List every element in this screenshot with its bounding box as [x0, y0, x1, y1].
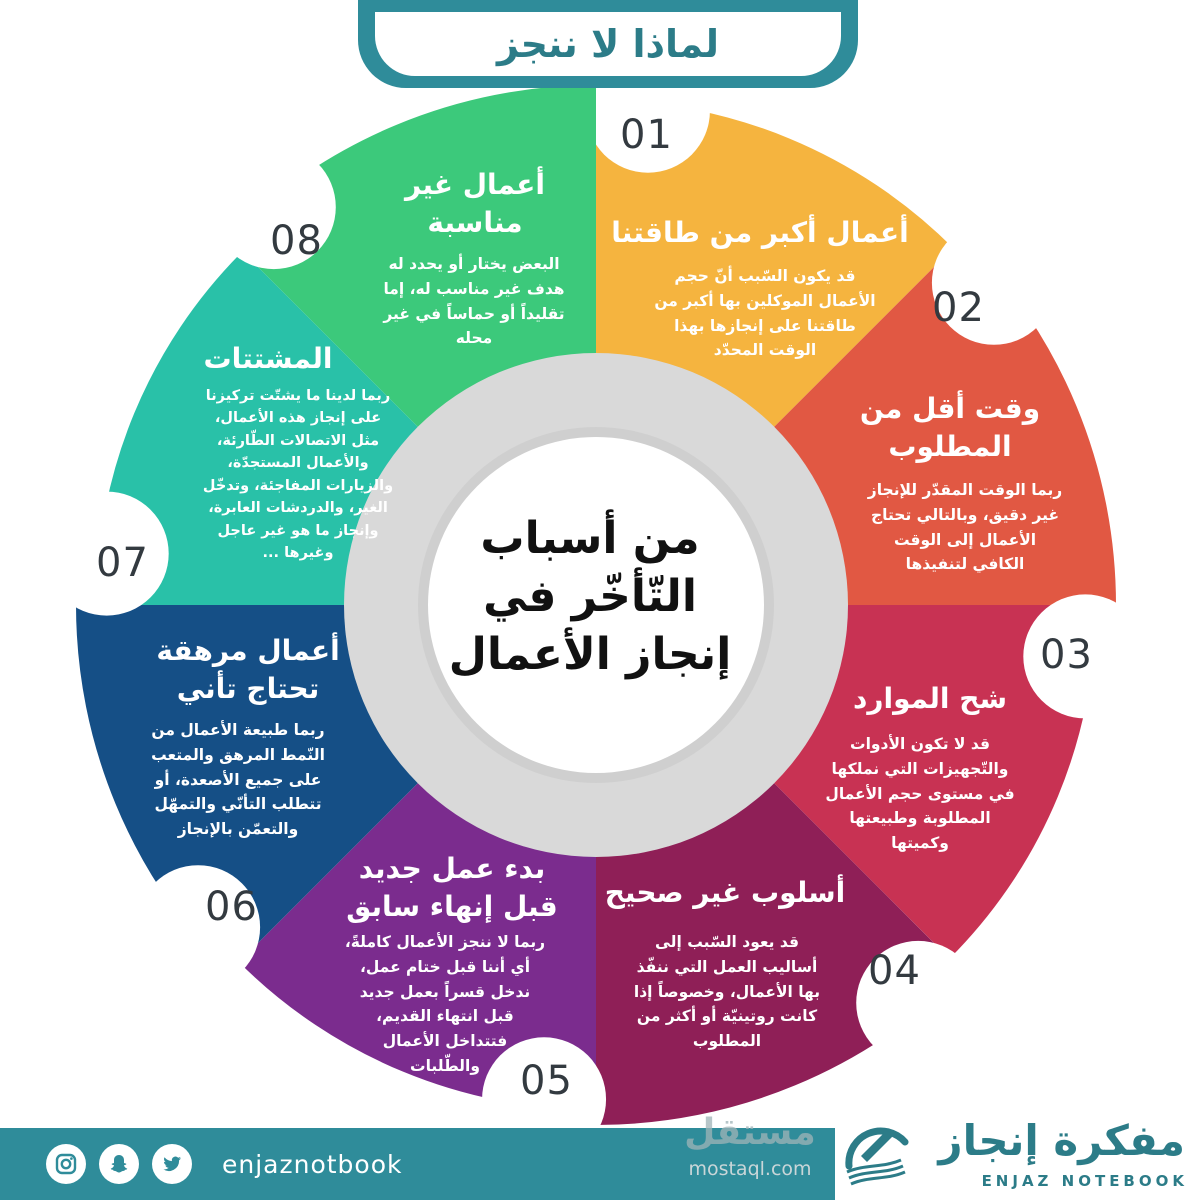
- segment-body-line: بها الأعمال، وخصوصاً إذا: [633, 982, 821, 1001]
- center-title-line: التّأخّر في: [483, 571, 697, 623]
- segment-title: [322, 850, 582, 926]
- segment-body-line: تتطلب التأنّي والتمهّل: [154, 795, 322, 814]
- segment-title-line: بدء عمل جديد: [358, 852, 546, 885]
- segment-body: [320, 930, 570, 1079]
- segment-title-line: تحتاج تأني: [176, 671, 320, 705]
- segment-body-line: وكميتها: [891, 834, 949, 853]
- snapchat-icon[interactable]: [99, 1144, 139, 1184]
- segment-body-line: طاقتنا على إنجازها بهذا: [674, 316, 856, 335]
- segment-body: [620, 264, 910, 363]
- segment-title: [370, 166, 580, 242]
- segment-body-line: الأعمال الموكلين بها أكبر من: [654, 291, 876, 310]
- segment-title-line: شح الموارد: [853, 682, 1007, 715]
- center-title-line: من أسباب: [480, 513, 700, 564]
- segment-number: 03: [1040, 632, 1093, 678]
- segment-body-line: الوقت المحدّد: [713, 341, 817, 360]
- segment-body-line: قد يكون السّبب أنّ حجم: [674, 267, 856, 285]
- segment-body-line: فتتداخل الأعمال: [382, 1032, 508, 1051]
- snapchat-glyph: [107, 1152, 131, 1176]
- segment-title: [830, 680, 1030, 718]
- segment-title: [132, 632, 364, 708]
- segment-title-line: المشتتات: [203, 342, 333, 375]
- social-handle[interactable]: enjaznotbook: [222, 1150, 403, 1179]
- segment-body-line: كانت روتينيّة أو أكثر من: [636, 1007, 818, 1026]
- segment-body-line: محله: [455, 329, 493, 348]
- segment-body-line: الكافي لتنفيذها: [905, 555, 1025, 574]
- segment-body-line: الغير، والدردشات العابرة،: [208, 500, 388, 517]
- instagram-glyph: [54, 1152, 78, 1176]
- segment-title-line: أعمال مرهقة: [156, 634, 340, 667]
- center-title-line: إنجاز الأعمال: [448, 629, 732, 681]
- segment-title-line: أعمال غير: [404, 168, 546, 201]
- segment-body-line: والتعمّن بالإنجاز: [177, 820, 299, 839]
- segment-title-line: المطلوب: [888, 429, 1012, 463]
- segment-body: [602, 930, 852, 1054]
- segment-body-line: هدف غير مناسب له، إما: [383, 279, 565, 298]
- segment-body-line: المطلوب: [692, 1032, 762, 1051]
- segment-title: [590, 874, 860, 912]
- segment-body-line: وغيرها ...: [262, 545, 334, 562]
- segment-number: 08: [270, 218, 323, 264]
- segment-body-line: وإنجاز ما هو غير عاجل: [217, 522, 379, 539]
- segment-body-line: والتّجهيزات التي نملكها: [831, 759, 1009, 778]
- segment-title: [820, 390, 1080, 466]
- segment-body-line: ربما لا ننجز الأعمال كاملةً،: [344, 933, 546, 951]
- segment-body-line: المطلوبة وطبيعتها: [849, 809, 991, 828]
- segment-title: [168, 340, 368, 378]
- segment-body-line: والزيارات المفاجئة، وتدخّل: [202, 477, 394, 494]
- segment-title-line: مناسبة: [427, 205, 523, 239]
- segment-title-line: وقت أقل من: [859, 392, 1041, 425]
- segment-body-line: البعض يختار أو يحدد له: [388, 255, 560, 273]
- brand-name-arabic: مفكرة إنجاز: [938, 1116, 1185, 1165]
- segment-body-line: قبل انتهاء القديم،: [376, 1007, 514, 1026]
- segment-body-line: غير دقيق، وبالتالي تحتاج: [870, 505, 1060, 524]
- center-title: [420, 510, 760, 684]
- segment-body-line: الأعمال إلى الوقت: [893, 530, 1037, 549]
- header-label-box: [375, 12, 841, 76]
- instagram-icon[interactable]: [46, 1144, 86, 1184]
- segment-body-line: ربما الوقت المقدّر للإنجاز: [867, 481, 1063, 499]
- segment-body-line: النّمط المرهق والمتعب: [151, 745, 325, 764]
- segment-title: [600, 214, 920, 252]
- segment-number: 07: [96, 540, 149, 586]
- watermark-logo: مستقل: [684, 1112, 816, 1153]
- segment-body-line: أي أننا قبل ختام عمل،: [359, 957, 531, 976]
- segment-number: 06: [205, 884, 258, 930]
- segment-body-line: قد لا تكون الأدوات: [850, 735, 990, 753]
- segment-body-line: ربما لدينا ما يشتّت تركيزنا: [205, 388, 391, 404]
- segment-title-line: أسلوب غير صحيح: [604, 876, 846, 909]
- segment-body: [835, 478, 1095, 577]
- twitter-icon[interactable]: [152, 1144, 192, 1184]
- segment-body-line: والطّلبات: [410, 1056, 480, 1075]
- brand-name-english: ENJAZ NOTEBOOK: [981, 1172, 1188, 1190]
- segment-number: 01: [620, 112, 673, 158]
- twitter-glyph: [160, 1152, 184, 1176]
- segment-body-line: تقليداً أو حماساً في غير: [383, 304, 565, 323]
- watermark-url: mostaql.com: [688, 1158, 812, 1180]
- segment-body: [354, 252, 594, 351]
- segment-title-line: أعمال أكبر من طاقتنا: [611, 216, 909, 249]
- segment-title-line: قبل إنهاء سابق: [346, 889, 558, 923]
- segment-body: [128, 718, 348, 842]
- segment-body-line: والأعمال المستجدّة،: [227, 455, 369, 472]
- segment-body: [188, 385, 408, 565]
- segment-body-line: قد يعود السّبب إلى: [655, 933, 799, 951]
- segment-number: 02: [932, 285, 985, 331]
- segment-body-line: في مستوى حجم الأعمال: [825, 784, 1015, 803]
- segment-body: [800, 732, 1040, 856]
- segment-body-line: على إنجاز هذه الأعمال،: [214, 410, 382, 427]
- segment-body-line: ندخل قسراً بعمل جديد: [359, 982, 531, 1001]
- segment-number: 05: [520, 1058, 573, 1104]
- segment-body-line: ربما طبيعة الأعمال من: [151, 721, 325, 739]
- page-title: لماذا لا ننجز: [496, 22, 720, 66]
- segment-body-line: مثل الاتصالات الطّارئة،: [216, 432, 380, 449]
- segment-number: 04: [868, 948, 921, 994]
- notebook-logo-icon: [835, 1112, 927, 1200]
- segment-body-line: أساليب العمل التي ننفّذ: [636, 957, 818, 976]
- segment-body-line: على جميع الأصعدة، أو: [154, 770, 322, 789]
